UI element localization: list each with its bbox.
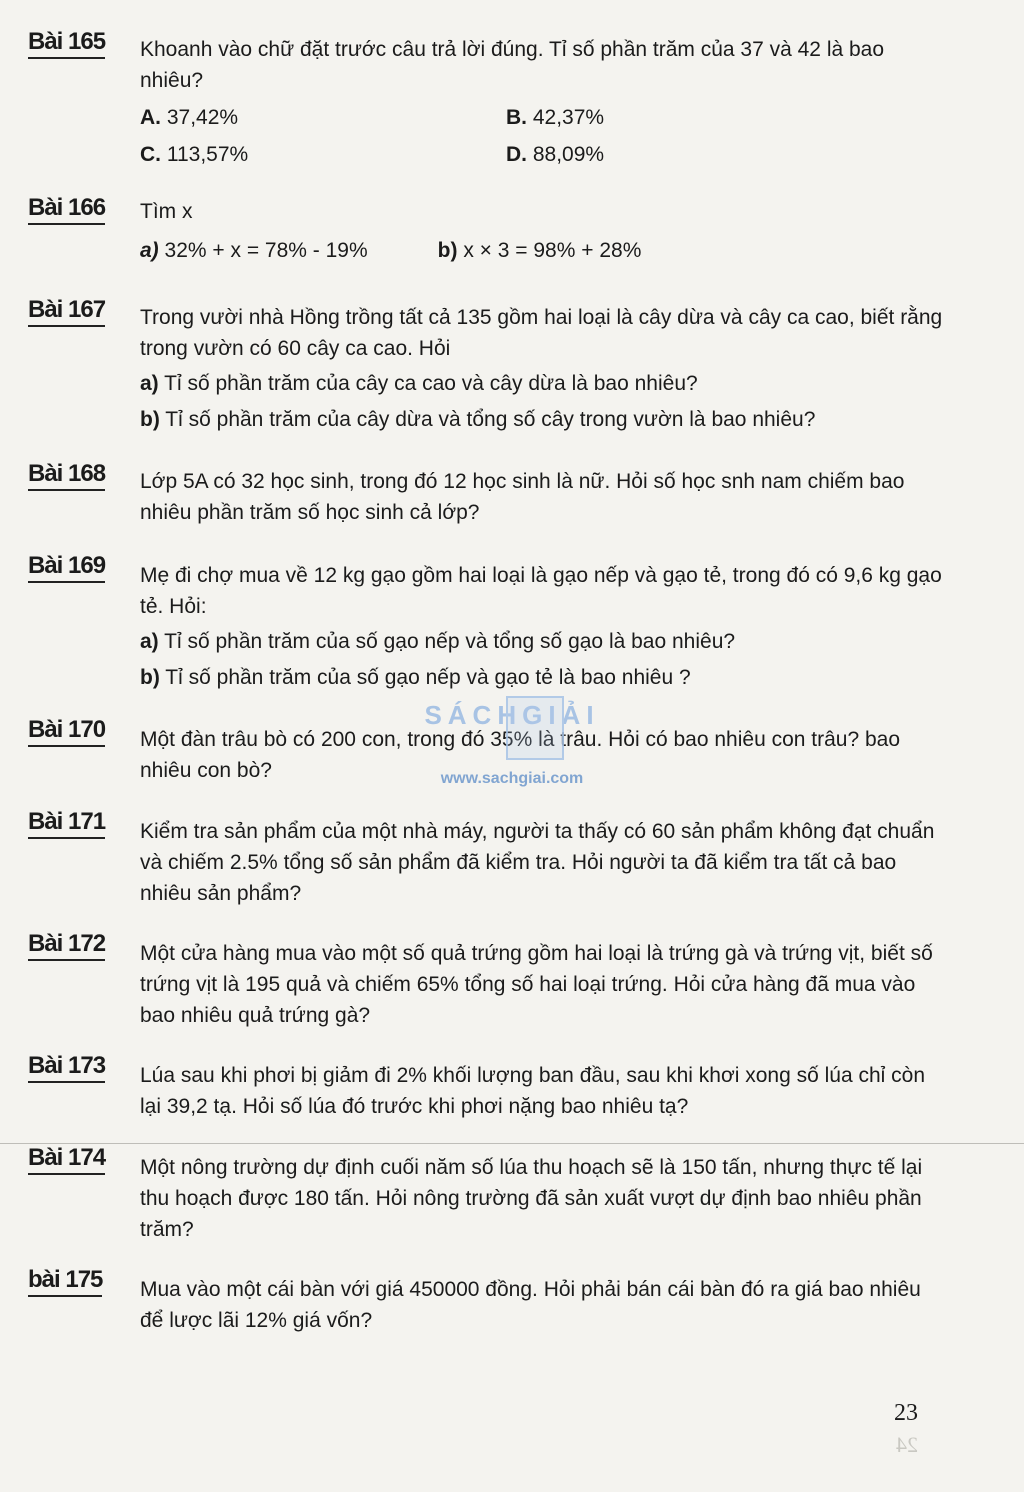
- sub-question-b: b) Tỉ số phần trăm của cây dừa và tổng số cây trong vườn là bao nhiêu?: [140, 408, 816, 431]
- sub-question-a: a) Tỉ số phần trăm của số gạo nếp và tổng số gạo là bao nhiêu?: [140, 630, 736, 653]
- problem-label: bài 175: [28, 1266, 102, 1297]
- problem-text: Một đàn trâu bò có 200 con, trong đó 35% là trâu. Hỏi có bao nhiêu con trâu? bao nhiêu con bò?: [140, 728, 901, 782]
- problem-label: Bài 171: [28, 808, 105, 839]
- sub-questions: [140, 626, 948, 693]
- option-c: C. 113,57%: [140, 143, 249, 166]
- problem-label: Bài 168: [28, 460, 105, 491]
- problem-text: Lúa sau khi phơi bị giảm đi 2% khối lượng ban đầu, sau khi khơi xong số lúa chỉ còn lại 39,2 tạ. Hỏi số lúa đó trước khi phơi nặng bao nhiêu tạ?: [140, 1064, 925, 1118]
- problem-label: Bài 167: [28, 296, 105, 327]
- equation-parts: [140, 235, 948, 266]
- part-a: a) 32% + x = 78% - 19%: [140, 239, 368, 262]
- sub-question-b: b) Tỉ số phần trăm của số gạo nếp và gạo tẻ là bao nhiêu ?: [140, 666, 691, 689]
- problem-text: Khoanh vào chữ đặt trước câu trả lời đúng. Tỉ số phần trăm của 37 và 42 là bao nhiêu?: [140, 38, 885, 92]
- option-a: A. 37,42%: [140, 106, 239, 129]
- problem-label: Bài 166: [28, 194, 105, 225]
- problem-label: Bài 169: [28, 552, 105, 583]
- problem-label: Bài 174: [28, 1144, 105, 1175]
- problem-text: Một cửa hàng mua vào một số quả trứng gồm hai loại là trứng gà và trứng vịt, biết số trứng vịt là 195 quả và chiếm 65% tổng số hai loại trứng. Hỏi cửa hàng đã mua vào bao nhiêu quả trứng gà?: [140, 942, 933, 1027]
- problem-168: [28, 460, 948, 528]
- option-d: D. 88,09%: [506, 143, 605, 166]
- problem-label: Bài 170: [28, 716, 105, 747]
- problem-label: Bài 172: [28, 930, 105, 961]
- problem-174: [28, 1144, 948, 1245]
- problem-text: Tìm x: [140, 200, 193, 223]
- watermark: [412, 700, 612, 800]
- problem-text: Một nông trường dự định cuối năm số lúa thu hoạch sẽ là 150 tấn, nhưng thực tế lại thu hoạch được 180 tấn. Hỏi nông trường đã sản xuất vượt dự định bao nhiêu phần trăm?: [140, 1156, 923, 1241]
- watermark-brand: SÁCHGIẢI: [424, 700, 600, 730]
- part-b: b) x × 3 = 98% + 28%: [437, 239, 642, 262]
- problem-166: [28, 194, 948, 266]
- problem-text: Trong vười nhà Hồng trồng tất cả 135 gồm hai loại là cây dừa và cây ca cao, biết rằng trong vườn có 60 cây ca cao. Hỏi: [140, 306, 943, 360]
- sub-questions: [140, 368, 948, 435]
- problem-173: [28, 1052, 948, 1122]
- problem-text: Mẹ đi chợ mua về 12 kg gạo gồm hai loại là gạo nếp và gạo tẻ, trong đó có 9,6 kg gạo tẻ. Hỏi:: [140, 564, 942, 618]
- problem-text: Lớp 5A có 32 học sinh, trong đó 12 học sinh là nữ. Hỏi số học snh nam chiếm bao nhiêu phần trăm số học sinh cả lớp?: [140, 470, 905, 524]
- page-number: 23: [894, 1400, 918, 1426]
- problem-165: [28, 28, 948, 170]
- bleed-through-page-number: 24: [896, 1432, 918, 1457]
- problem-169: [28, 552, 948, 693]
- answer-options: [140, 102, 948, 170]
- problem-167: [28, 296, 948, 435]
- problem-text: Mua vào một cái bàn với giá 450000 đồng. Hỏi phải bán cái bàn đó ra giá bao nhiêu để lược lãi 12% giá vốn?: [140, 1278, 921, 1332]
- problem-text: Kiểm tra sản phẩm của một nhà máy, người ta thấy có 60 sản phẩm không đạt chuẩn và chiếm 2.5% tổng số sản phẩm đã kiểm tra. Hỏi người ta đã kiểm tra tất cả bao nhiêu sản phẩm?: [140, 820, 935, 905]
- option-b: B. 42,37%: [506, 106, 605, 129]
- watermark-logo-box: [506, 696, 564, 760]
- problem-175: [28, 1266, 948, 1336]
- watermark-url: www.sachgiai.com: [440, 770, 584, 787]
- problem-label: Bài 165: [28, 28, 105, 59]
- problem-label: Bài 173: [28, 1052, 105, 1083]
- problem-171: [28, 808, 948, 909]
- problem-172: [28, 930, 948, 1031]
- sub-question-a: a) Tỉ số phần trăm của cây ca cao và cây dừa là bao nhiêu?: [140, 372, 698, 395]
